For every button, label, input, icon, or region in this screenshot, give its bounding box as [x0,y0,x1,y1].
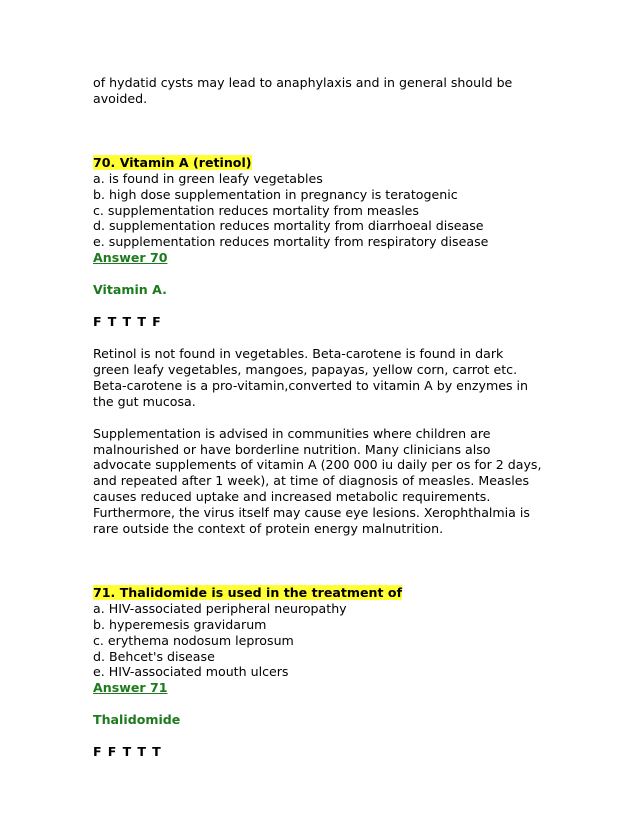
option-a: a. HIV-associated peripheral neuropathy [93,600,347,616]
question-title: 70. Vitamin A (retinol) [93,154,252,170]
text-line: Retinol is not found in vegetables. Beta-carotene is found in dark [93,345,504,361]
text-line: Supplementation is advised in communities where children are [93,425,491,441]
text-line: and repeated after 1 week), at time of diagnosis of measles. Measles [93,473,530,489]
text-line: avoided. [93,90,148,106]
text-line: rare outside the context of protein energy malnutrition. [93,521,444,537]
answer-topic: Thalidomide [93,712,181,728]
answer-key: F T T T F [93,314,162,330]
answer-key: F F T T T [93,744,162,760]
option-b: b. hyperemesis gravidarum [93,616,267,632]
text-line: the gut mucosa. [93,393,196,409]
explanation-paragraph [93,346,553,410]
text-line: green leafy vegetables, mangoes, papayas, yellow corn, carrot etc. [93,361,518,377]
text-line: Beta-carotene is a pro-vitamin,converted to vitamin A by enzymes in [93,377,529,393]
question-70 [93,155,553,537]
question-title: 71. Thalidomide is used in the treatment of [93,584,403,600]
option-d: d. supplementation reduces mortality from diarrhoeal disease [93,218,484,234]
answer-topic: Vitamin A. [93,282,167,298]
answer-link[interactable]: Answer 70 [93,250,168,266]
option-c: c. erythema nodosum leprosum [93,632,294,648]
text-line: malnourished or have borderline nutrition. Many clinicians also [93,441,491,457]
text-line: of hydatid cysts may lead to anaphylaxis and in general should be [93,75,513,90]
option-b: b. high dose supplementation in pregnancy is teratogenic [93,186,458,202]
explanation-paragraph [93,426,553,537]
answer-link[interactable]: Answer 71 [93,680,168,696]
option-e: e. HIV-associated mouth ulcers [93,664,289,680]
option-c: c. supplementation reduces mortality from measles [93,202,419,218]
option-d: d. Behcet's disease [93,648,215,664]
text-line: Furthermore, the virus itself may cause eye lesions. Xerophthalmia is [93,505,530,521]
option-e: e. supplementation reduces mortality from respiratory disease [93,234,489,250]
document-content [93,75,553,760]
question-71 [93,585,553,760]
option-a: a. is found in green leafy vegetables [93,170,323,186]
text-line: causes reduced uptake and increased metabolic requirements. [93,489,491,505]
text-line: advocate supplements of vitamin A (200 000 iu daily per os for 2 days, [93,457,542,473]
intro-paragraph [93,75,553,107]
